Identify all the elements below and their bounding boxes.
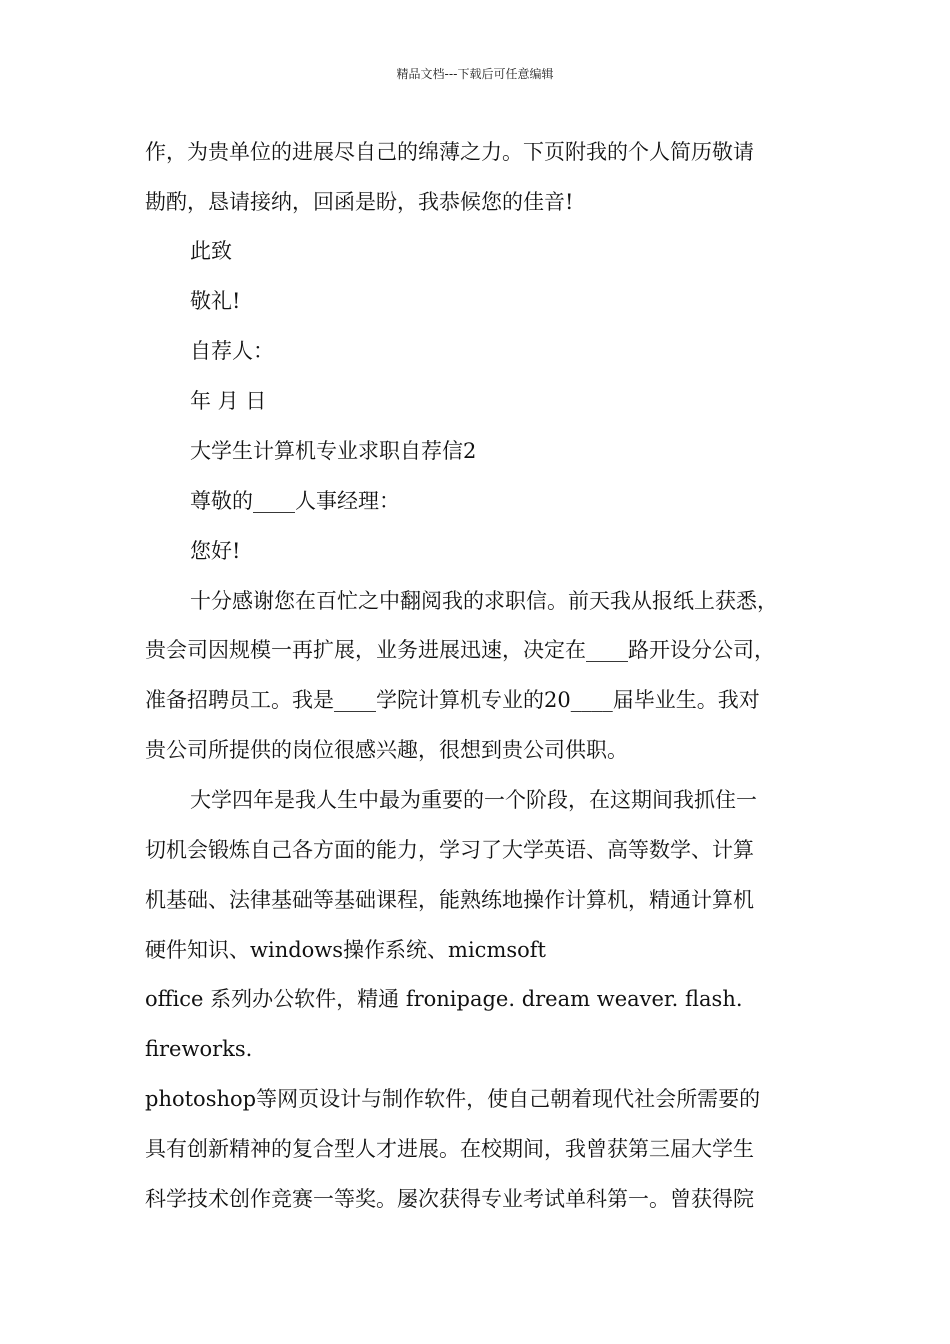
body-line: office 系列办公软件，精通 fronipage. dream weaver. flash. (145, 987, 743, 1011)
greeting: 您好! (190, 539, 241, 563)
body-line: 机基础、法律基础等基础课程，能熟练地操作计算机，精通计算机 (145, 888, 754, 912)
body-line: 科学技术创作竞赛一等奖。屡次获得专业考试单科第一。曾获得院 (145, 1187, 754, 1211)
body-line: 勘酌，恳请接纳，回函是盼，我恭候您的佳音! (145, 190, 574, 214)
closing-salutation: 此致 (190, 239, 232, 263)
signature-label: 自荐人： (190, 339, 274, 363)
body-line: fireworks. (145, 1037, 253, 1061)
body-line: 贵会司因规模一再扩展，业务进展迅速，决定在____路开设分公司， (145, 638, 775, 662)
body-line: 硬件知识、windows操作系统、micmsoft (145, 938, 546, 962)
body-line: 大学四年是我人生中最为重要的一个阶段，在这期间我抓住一 (190, 788, 757, 812)
body-line: 贵公司所提供的岗位很感兴趣，很想到贵公司供职。 (145, 738, 628, 762)
body-line: 作，为贵单位的进展尽自己的绵薄之力。下页附我的个人简历敬请 (145, 140, 754, 164)
closing-regards: 敬礼! (190, 289, 241, 313)
page-header: 精品文档---下载后可任意编辑 (396, 67, 554, 81)
body-line: photoshop等网页设计与制作软件，使自己朝着现代社会所需要的 (145, 1087, 761, 1111)
body-line: 具有创新精神的复合型人才进展。在校期间，我曾获第三届大学生 (145, 1137, 754, 1161)
body-line: 十分感谢您在百忙之中翻阅我的求职信。前天我从报纸上获悉， (190, 589, 778, 613)
letter-title: 大学生计算机专业求职自荐信2 (190, 439, 477, 463)
body-line: 切机会锻炼自己各方面的能力，学习了大学英语、高等数学、计算 (145, 838, 754, 862)
greeting-recipient: 尊敬的____人事经理： (190, 489, 400, 513)
body-line: 准备招聘员工。我是____学院计算机专业的20____届毕业生。我对 (145, 688, 760, 712)
date-line: 年 月 日 (190, 389, 267, 413)
